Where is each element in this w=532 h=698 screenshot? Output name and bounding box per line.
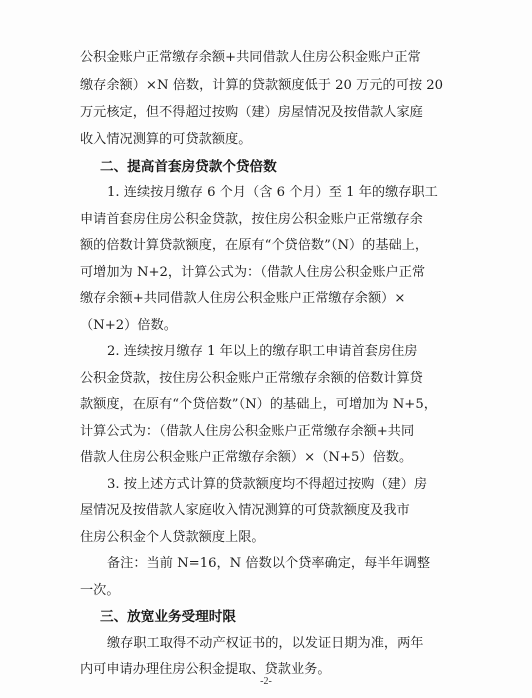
item-2-line-2: 公积金贷款，按住房公积金账户正常缴存余额的倍数计算贷 — [80, 371, 423, 386]
section-heading-2: 二、提高首套房贷款个贷倍数 — [100, 159, 277, 175]
item-2-line-5: 借款人住房公积金账户正常缴存余额）×（N+5）倍数。 — [80, 450, 413, 465]
page-number: -2- — [260, 676, 272, 687]
item-1-line-5: 缴存余额+共同借款人住房公积金账户正常缴存余额）× — [80, 291, 406, 306]
paragraph-1-line-4: 收入情况测算的可贷款额度。 — [80, 132, 252, 147]
paragraph-1-line-1: 公积金账户正常缴存余额+共同借款人住房公积金账户正常 — [80, 50, 421, 65]
paragraph-1-line-3: 万元核定，但不得超过按购（建）房屋情况及按借款人家庭 — [80, 105, 423, 120]
paragraph-3-line-2: 内可申请办理住房公积金提取、贷款业务。 — [80, 662, 331, 677]
paragraph-1-line-2: 缴存余额）×N 倍数，计算的贷款额度低于 20 万元的可按 20 — [80, 78, 444, 93]
item-3-line-1: 3. 按上述方式计算的贷款额度均不得超过按购（建）房 — [107, 477, 428, 492]
item-3-line-2: 屋情况及按借款人家庭收入情况测算的可贷款额度及我市 — [80, 503, 410, 518]
note-line-1: 备注：当前 N=16，N 倍数以个贷率确定，每半年调整 — [107, 556, 431, 571]
item-1-line-3: 额的倍数计算贷款额度，在原有“个贷倍数”（N）的基础上， — [80, 238, 429, 253]
item-2-line-1: 2. 连续按月缴存 1 年以上的缴存职工申请首套房住房 — [107, 344, 418, 359]
item-1-line-2: 申请首套房住房公积金贷款，按住房公积金账户正常缴存余 — [80, 212, 423, 227]
section-heading-3: 三、放宽业务受理时限 — [100, 609, 236, 625]
item-1-line-4: 可增加为 N+2，计算公式为：（借款人住房公积金账户正常 — [80, 265, 426, 280]
item-3-line-3: 住房公积金个人贷款额度上限。 — [80, 530, 265, 545]
item-1-line-1: 1. 连续按月缴存 6 个月（含 6 个月）至 1 年的缴存职工 — [107, 185, 438, 200]
item-2-line-4: 计算公式为：（借款人住房公积金账户正常缴存余额+共同 — [80, 424, 415, 439]
item-1-line-6: （N+2）倍数。 — [80, 318, 177, 333]
item-2-line-3: 款额度，在原有“个贷倍数”（N）的基础上，可增加为 N+5， — [80, 397, 437, 412]
note-line-2: 一次。 — [80, 583, 120, 598]
paragraph-3-line-1: 缴存职工取得不动产权证书的，以发证日期为准，两年 — [107, 636, 424, 651]
